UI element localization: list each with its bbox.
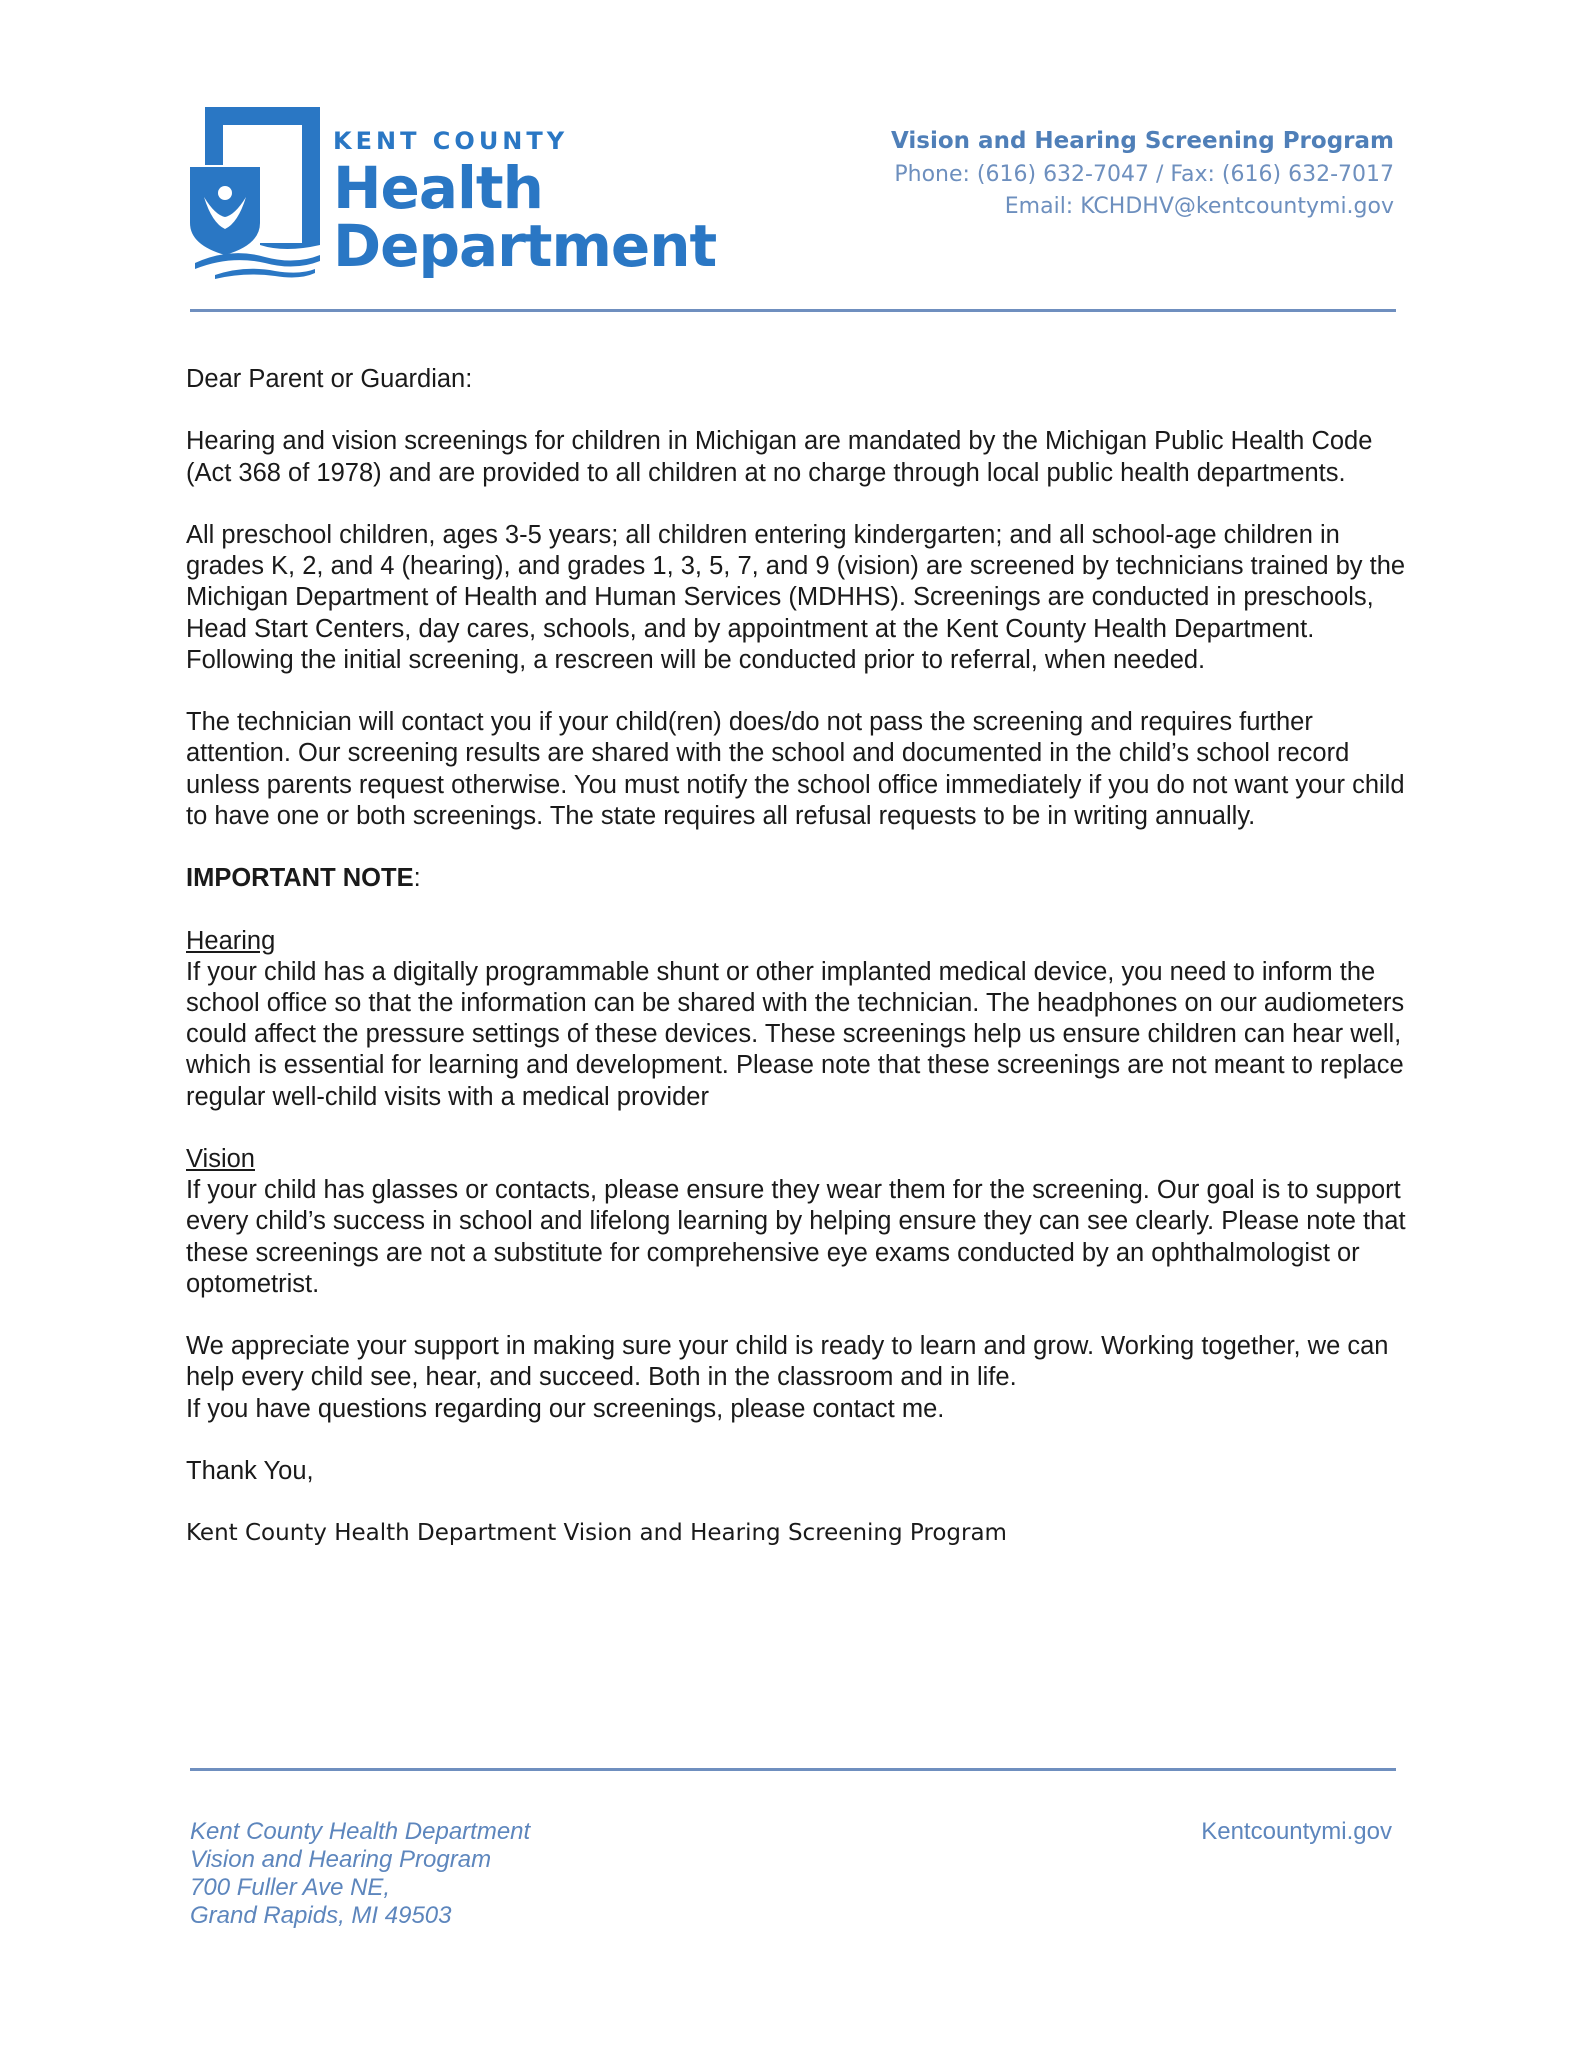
important-note-label: IMPORTANT NOTE bbox=[186, 864, 414, 893]
footer-address bbox=[190, 1818, 530, 1930]
phone-fax: Phone: (616) 632-7047 / Fax: (616) 632-7017 bbox=[894, 162, 1394, 187]
paragraph-results: The technician will contact you if your child(ren) does/do not pass the screening and requires further attention. Our screening results are shared with the school and documented in the child’s school record unless parents request otherwise. You must notify the school office immediately if you do not want your child to have one or both screenings. The state requires all refusal requests to be in writing annually. bbox=[186, 708, 1405, 830]
vision-text: If your child has glasses or contacts, please ensure they wear them for the screening. Our goal is to support every child’s success in school and lifelong learning by helping ensure they can see clearly. Please note that these screenings are not a substitute for comprehensive eye exams conducted by an ophthalmologist or optometrist. bbox=[186, 1176, 1406, 1298]
logo-health: Health bbox=[333, 154, 543, 222]
footer-website[interactable]: Kentcountymi.gov bbox=[1201, 1818, 1392, 1845]
vision-section bbox=[186, 1144, 1406, 1300]
closing-text-1: We appreciate your support in making sure your child is ready to learn and grow. Working together, we can help every child see, hear, and succeed. Both in the classroom and in life. bbox=[186, 1332, 1389, 1392]
thanks: Thank You, bbox=[186, 1456, 314, 1485]
salutation: Dear Parent or Guardian: bbox=[186, 365, 473, 393]
vision-heading: Vision bbox=[186, 1144, 255, 1173]
closing-paragraph bbox=[186, 1331, 1406, 1425]
email-address[interactable]: Email: KCHDHV@kentcountymi.gov bbox=[1004, 194, 1394, 219]
hearing-text: If your child has a digitally programmable shunt or other implanted medical device, you need to inform the school office so that the information can be shared with the technician. The headphones on our audiometers could affect the pressure settings of these devices. These screenings help us ensure children can hear well, which is essential for learning and development. Please note that these screenings are not meant to replace regular well-child visits with a medical provider bbox=[186, 957, 1405, 1111]
logo-wordmark bbox=[333, 127, 717, 280]
kchd-logo bbox=[190, 105, 717, 280]
header-divider bbox=[190, 309, 1396, 312]
closing-text-2: If you have questions regarding our screenings, please contact me. bbox=[186, 1394, 945, 1423]
hearing-heading: Hearing bbox=[186, 926, 276, 955]
footer-address-line: Vision and Hearing Program bbox=[190, 1846, 492, 1873]
contact-block bbox=[891, 128, 1394, 226]
footer-address-line: Kent County Health Department bbox=[190, 1818, 531, 1845]
logo-department: Department bbox=[333, 212, 717, 280]
footer-divider bbox=[190, 1768, 1396, 1771]
kchd-logo-mark-icon bbox=[190, 105, 330, 280]
footer-address-line: 700 Fuller Ave NE, bbox=[190, 1874, 391, 1901]
important-note-colon: : bbox=[413, 864, 421, 893]
hearing-section bbox=[186, 926, 1406, 1113]
footer-address-line: Grand Rapids, MI 49503 bbox=[190, 1902, 452, 1929]
logo-county: KENT COUNTY bbox=[333, 127, 569, 155]
paragraph-eligibility: All preschool children, ages 3-5 years; all children entering kindergarten; and all school-age children in grades K, 2, and 4 (hearing), and grades 1, 3, 5, 7, and 9 (vision) are screened by technicians trained by the Michigan Department of Health and Human Services (MDHHS). Screenings are conducted in preschools, Head Start Centers, day cares, schools, and by appointment at the Kent County Health Department. Following the initial screening, a rescreen will be conducted prior to referral, when needed. bbox=[186, 520, 1406, 674]
letter-body bbox=[186, 364, 1406, 1581]
signature: Kent County Health Department Vision and Hearing Screening Program bbox=[186, 1520, 1007, 1547]
important-note bbox=[186, 863, 1406, 894]
program-name: Vision and Hearing Screening Program bbox=[891, 128, 1394, 154]
paragraph-mandate: Hearing and vision screenings for children in Michigan are mandated by the Michigan Public Health Code (Act 368 of 1978) and are provided to all children at no charge through local public health departments. bbox=[186, 427, 1373, 487]
